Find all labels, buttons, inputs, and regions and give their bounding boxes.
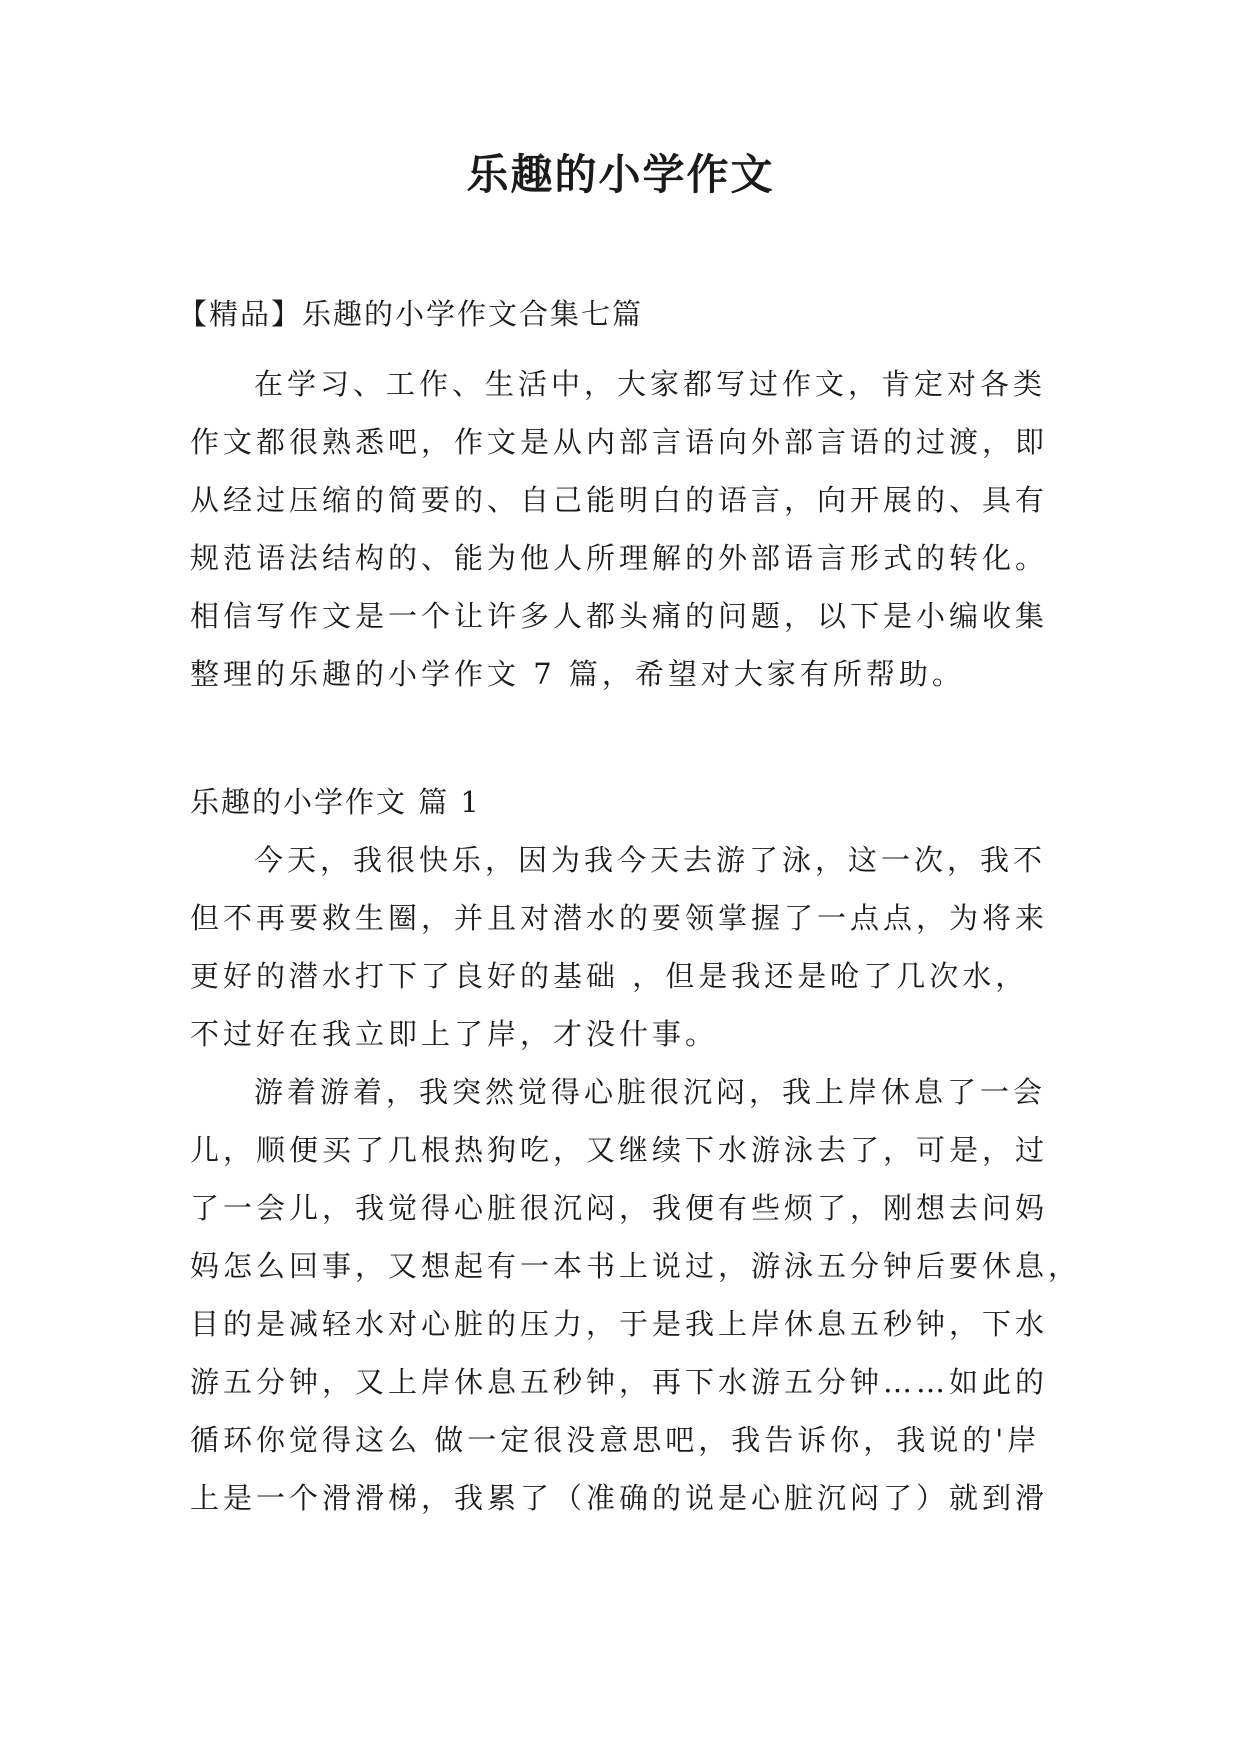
document-subtitle: 【精品】乐趣的小学作文合集七篇 — [178, 297, 644, 331]
intro-line: 作文都很熟悉吧，作文是从内部言语向外部言语的过渡，即 — [190, 425, 1049, 459]
body-line: 目的是减轻水对心脏的压力，于是我上岸休息五秒钟，下水 — [190, 1307, 1049, 1341]
body-line: 上是一个滑滑梯，我累了（准确的说是心脏沉闷了）就到滑 — [190, 1481, 1049, 1515]
body-line: 循环你觉得这么 做一定很没意思吧，我告诉你，我说的'岸 — [190, 1423, 1041, 1457]
body-line: 更好的潜水打下了良好的基础 ，但是我还是呛了几次水， — [190, 959, 1029, 993]
body-paragraph-1 — [190, 831, 1050, 1063]
section-heading: 乐趣的小学作文 篇 1 — [190, 785, 481, 819]
intro-line: 规范语法结构的、能为他人所理解的外部语言形式的转化。 — [190, 541, 1049, 575]
intro-line: 从经过压缩的简要的、自己能明白的语言，向开展的、具有 — [190, 483, 1049, 517]
body-line: 了一会儿，我觉得心脏很沉闷，我便有些烦了，刚想去问妈 — [190, 1191, 1049, 1225]
body-paragraph-2 — [190, 1063, 1082, 1527]
intro-line: 相信写作文是一个让许多人都头痛的问题，以下是小编收集 — [190, 599, 1049, 633]
body-line: 妈怎么回事，又想起有一本书上说过，游泳五分钟后要休息， — [190, 1249, 1082, 1283]
body-line: 但不再要救生圈，并且对潜水的要领掌握了一点点，为将来 — [190, 901, 1049, 935]
intro-line: 整理的乐趣的小学作文 7 篇，希望对大家有所帮助。 — [190, 657, 965, 691]
body-line: 不过好在我立即上了岸，才没什事。 — [190, 1017, 719, 1051]
body-line: 游着游着，我突然觉得心脏很沉闷，我上岸休息了一会 — [254, 1075, 1047, 1109]
body-line: 儿，顺便买了几根热狗吃，又继续下水游泳去了，可是，过 — [190, 1133, 1049, 1167]
intro-line: 在学习、工作、生活中，大家都写过作文，肯定对各类 — [254, 367, 1047, 401]
body-line: 今天，我很快乐，因为我今天去游了泳，这一次，我不 — [254, 843, 1047, 877]
document-title: 乐趣的小学作文 — [466, 150, 775, 199]
intro-paragraph — [190, 355, 1050, 703]
body-line: 游五分钟，又上岸休息五秒钟，再下水游五分钟……如此的 — [190, 1365, 1049, 1399]
